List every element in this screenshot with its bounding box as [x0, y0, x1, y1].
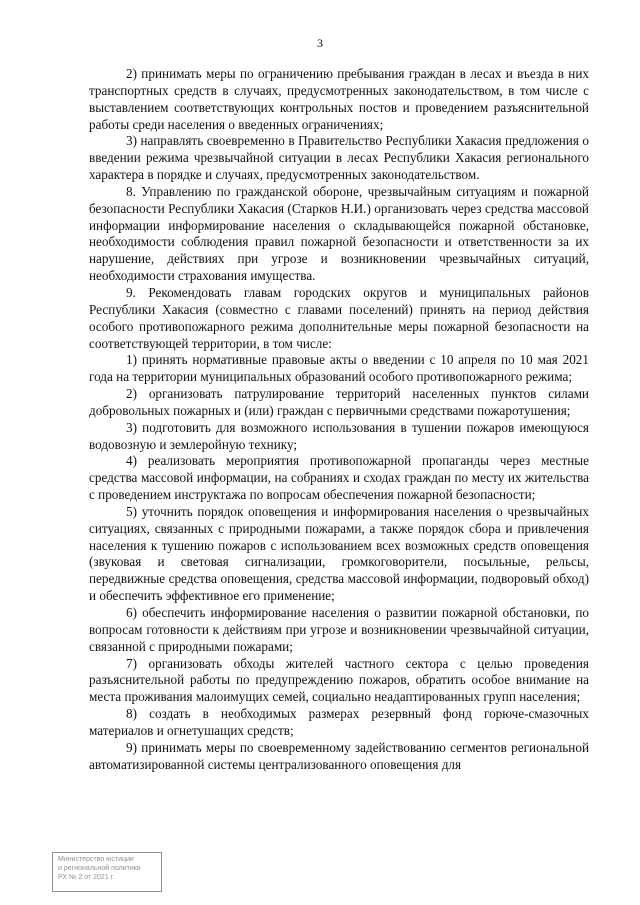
document-body	[89, 66, 589, 773]
stamp-line: Министерство юстиции	[58, 856, 134, 863]
paragraph-subitem-5-notification: 5) уточнить порядок оповещения и информирования населения о чрезвычайных ситуациях, связанных с природными пожарами, а также порядок сбора и привлечения населения к тушению пожаров с использованием всех возможных средств оповещения (звуковая и световая сигнализации, громкоговорители, посыльные, рельсы, передвижные средства оповещения, средства массовой информации, подворовый обход) и обеспечить эффективное его применение;	[89, 503, 589, 604]
paragraph-subitem-7-door-to-door: 7) организовать обходы жителей частного сектора с целью проведения разъяснительной работы по предупреждению пожаров, обратить особое внимание на места проживания малоимущих семей, социально неадаптированных групп населения;	[89, 655, 589, 705]
paragraph-subitem-2-patrols: 2) организовать патрулирование территорий населенных пунктов силами добровольных пожарных и (или) граждан с первичными средствами пожаротушения;	[89, 386, 589, 418]
paragraph-subitem-6-informing: 6) обеспечить информирование населения о развитии пожарной обстановки, по вопросам готовности к действиям при угрозе и возникновении чрезвычайной ситуации, связанной с природными пожарами;	[89, 605, 589, 654]
paragraph-subitem-9-alert-system: 9) принимать меры по своевременному задействованию сегментов региональной автоматизированной системы централизованного оповещения для	[89, 739, 589, 772]
stamp-line: и региональной политики	[58, 865, 141, 872]
paragraph-item-3-emergency-proposals: 3) направлять своевременно в Правительство Республики Хакасия предложения о введении режима чрезвычайной ситуации в лесах Республики Хакасия регионального характера в порядке и случаях, предусмотренных законодательством.	[89, 133, 589, 183]
paragraph-subitem-1-legal-acts: 1) принять нормативные правовые акты о введении с 10 апреля по 10 мая 2021 года на территории муниципальных образований особого противопожарного режима;	[89, 352, 589, 385]
paragraph-item-2-restrict-forest-access: 2) принимать меры по ограничению пребывания граждан в лесах и въезда в них транспортных средств в случаях, предусмотренных законодательством, в том числе с выставлением соответствующих контрольных постов и проведением разъяснительной работы среди населения о введенных ограничениях;	[89, 66, 589, 132]
paragraph-section-9-recommendations: 9. Рекомендовать главам городских округов и муниципальных районов Республики Хакасия (совместно с главами поселений) принять на период действия особого противопожарного режима дополнительные меры пожарной безопасности на соответствующей территории, в том числе:	[89, 284, 589, 351]
paragraph-subitem-3-equipment: 3) подготовить для возможного использования в тушении пожаров имеющуюся водовозную и землеройную технику;	[89, 419, 589, 452]
page-number: 3	[317, 36, 323, 50]
paragraph-subitem-8-reserve-fund: 8) создать в необходимых размерах резервный фонд горюче-смазочных материалов и огнетушащих средств;	[89, 706, 589, 738]
registration-stamp	[52, 852, 162, 892]
paragraph-section-8-civil-defense: 8. Управлению по гражданской обороне, чрезвычайным ситуациям и пожарной безопасности Республики Хакасия (Старков Н.И.) организовать через средства массовой информации информирование населения о складывающейся пожарной обстановке, необходимости соблюдения правил пожарной безопасности и ответственности за их нарушение, действиях при угрозе и возникновении чрезвычайных ситуаций, необходимости страхования имущества.	[89, 183, 589, 284]
paragraph-subitem-4-propaganda: 4) реализовать мероприятия противопожарной пропаганды через местные средства массовой информации, на собраниях и сходах граждан по месту их жительства с проведением инструктажа по вопросам обеспечения пожарной безопасности;	[89, 453, 589, 503]
stamp-line: РХ № 2 от 2021 г.	[58, 874, 115, 881]
